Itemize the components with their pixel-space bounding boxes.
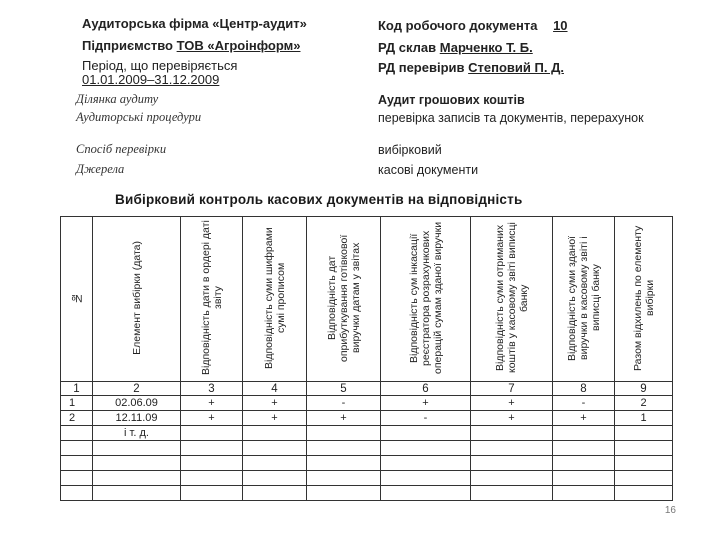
table-cell bbox=[181, 441, 243, 456]
table-cell bbox=[553, 456, 615, 471]
firm-value: «Центр-аудит» bbox=[212, 16, 307, 31]
table-row bbox=[61, 471, 673, 486]
table-cell: + bbox=[243, 411, 307, 426]
table-header-row bbox=[61, 217, 673, 382]
table-cell bbox=[381, 441, 471, 456]
table-cell bbox=[615, 441, 673, 456]
sources-value: касові документи bbox=[378, 163, 479, 177]
table-cell bbox=[381, 471, 471, 486]
sources-label: Джерела bbox=[76, 162, 125, 176]
column-number: 6 bbox=[381, 382, 471, 396]
table-cell bbox=[381, 486, 471, 501]
column-number: 2 bbox=[93, 382, 181, 396]
table-cell: 12.11.09 bbox=[93, 411, 181, 426]
table-cell: + bbox=[381, 396, 471, 411]
method-value: вибірковий bbox=[378, 143, 442, 157]
compiled-label: РД склав bbox=[378, 40, 437, 55]
table-cell: + bbox=[243, 396, 307, 411]
firm-line bbox=[82, 16, 307, 31]
period-label: Період, що перевіряється bbox=[82, 58, 238, 73]
table-cell bbox=[243, 426, 307, 441]
table-cell bbox=[181, 426, 243, 441]
table-row bbox=[61, 486, 673, 501]
checked-line bbox=[378, 60, 564, 75]
firm-label: Аудиторська фірма bbox=[82, 16, 209, 31]
table-cell: 1 bbox=[615, 411, 673, 426]
checked-label: РД перевірив bbox=[378, 60, 465, 75]
table-cell bbox=[615, 456, 673, 471]
table-cell bbox=[307, 426, 381, 441]
column-header: Відповідність дат оприбуткування готівкової виручки датам у звітах bbox=[307, 217, 381, 382]
table-cell bbox=[307, 471, 381, 486]
column-number: 5 bbox=[307, 382, 381, 396]
method-label: Спосіб перевірки bbox=[76, 142, 167, 156]
table-cell bbox=[381, 426, 471, 441]
enterprise-line bbox=[82, 38, 300, 53]
table-cell bbox=[93, 441, 181, 456]
compiled-line bbox=[378, 40, 533, 55]
column-header: Відповідність суми шифрами сумі прописом bbox=[243, 217, 307, 382]
table-cell: - bbox=[307, 396, 381, 411]
table-cell bbox=[181, 486, 243, 501]
table-cell bbox=[471, 456, 553, 471]
table-cell: + bbox=[471, 411, 553, 426]
table-cell: + bbox=[181, 396, 243, 411]
compiled-value: Марченко Т. Б. bbox=[439, 40, 533, 55]
column-number: 9 bbox=[615, 382, 673, 396]
table-cell bbox=[61, 486, 93, 501]
column-number: 1 bbox=[61, 382, 93, 396]
table-cell bbox=[243, 486, 307, 501]
table-cell: 02.06.09 bbox=[93, 396, 181, 411]
audit-area-value: Аудит грошових коштів bbox=[378, 93, 525, 107]
table-cell bbox=[471, 426, 553, 441]
table-cell bbox=[553, 486, 615, 501]
table-cell: + bbox=[307, 411, 381, 426]
table-cell bbox=[61, 441, 93, 456]
doc-code-label: Код робочого документа bbox=[378, 18, 538, 33]
table-cell bbox=[615, 426, 673, 441]
page-number: 16 bbox=[664, 505, 676, 516]
table-row bbox=[61, 426, 673, 441]
column-number: 4 bbox=[243, 382, 307, 396]
column-number-row bbox=[61, 382, 673, 396]
audit-area-label: Ділянка аудиту bbox=[76, 92, 159, 106]
table-cell: - bbox=[381, 411, 471, 426]
sample-control-table bbox=[60, 216, 673, 501]
table-cell bbox=[553, 441, 615, 456]
table-cell bbox=[471, 441, 553, 456]
table-row bbox=[61, 396, 673, 411]
column-header: Відповідність суми зданої виручки в касовому звіті і виписці банку bbox=[553, 217, 615, 382]
column-header: Елемент вибірки (дата) bbox=[93, 217, 181, 382]
table-title: Вибірковий контроль касових документів на відповідність bbox=[115, 192, 523, 207]
period-value: 01.01.2009–31.12.2009 bbox=[82, 72, 220, 87]
table-cell: і т. д. bbox=[93, 426, 181, 441]
table-cell bbox=[61, 426, 93, 441]
procedures-label: Аудиторські процедури bbox=[76, 110, 202, 124]
table-cell bbox=[61, 456, 93, 471]
enterprise-label: Підприємство bbox=[82, 38, 173, 53]
table-cell bbox=[243, 471, 307, 486]
table-cell bbox=[181, 471, 243, 486]
table-cell bbox=[553, 426, 615, 441]
table-cell bbox=[243, 456, 307, 471]
table-cell bbox=[307, 441, 381, 456]
column-number: 7 bbox=[471, 382, 553, 396]
table-cell bbox=[93, 486, 181, 501]
table-cell bbox=[615, 486, 673, 501]
table-cell: 2 bbox=[61, 411, 93, 426]
table-cell: 1 bbox=[61, 396, 93, 411]
table-cell: 2 bbox=[615, 396, 673, 411]
column-header: Відповідність дати в ордері даті звіту bbox=[181, 217, 243, 382]
table-cell bbox=[553, 471, 615, 486]
table-cell bbox=[243, 441, 307, 456]
table-cell bbox=[381, 456, 471, 471]
table-cell bbox=[471, 471, 553, 486]
checked-value: Степовий П. Д. bbox=[468, 60, 564, 75]
column-number: 3 bbox=[181, 382, 243, 396]
table-cell bbox=[307, 456, 381, 471]
doc-code-value: 10 bbox=[553, 18, 568, 33]
column-header: Разом відхилень по елементу вибірки bbox=[615, 217, 673, 382]
table-cell bbox=[93, 471, 181, 486]
table-cell bbox=[181, 456, 243, 471]
column-number: 8 bbox=[553, 382, 615, 396]
procedures-value: перевірка записів та документів, перерахунок bbox=[378, 111, 644, 125]
doc-code-line bbox=[378, 18, 580, 33]
table-cell: + bbox=[471, 396, 553, 411]
enterprise-value: ТОВ «Агроінформ» bbox=[176, 38, 301, 53]
table-cell: + bbox=[553, 411, 615, 426]
table-cell: - bbox=[553, 396, 615, 411]
table-cell bbox=[471, 486, 553, 501]
table-cell: + bbox=[181, 411, 243, 426]
table-row bbox=[61, 441, 673, 456]
table-cell bbox=[93, 456, 181, 471]
table-cell bbox=[61, 471, 93, 486]
column-header: № bbox=[61, 217, 93, 382]
column-header: Відповідність сум інкасації реєстратора розрахункових операцій сумам зданої виручки bbox=[381, 217, 471, 382]
table-cell bbox=[307, 486, 381, 501]
table-cell bbox=[615, 471, 673, 486]
table-row bbox=[61, 411, 673, 426]
column-header: Відповідність суми отриманих коштів у касовому звіті виписці банку bbox=[471, 217, 553, 382]
table-row bbox=[61, 456, 673, 471]
